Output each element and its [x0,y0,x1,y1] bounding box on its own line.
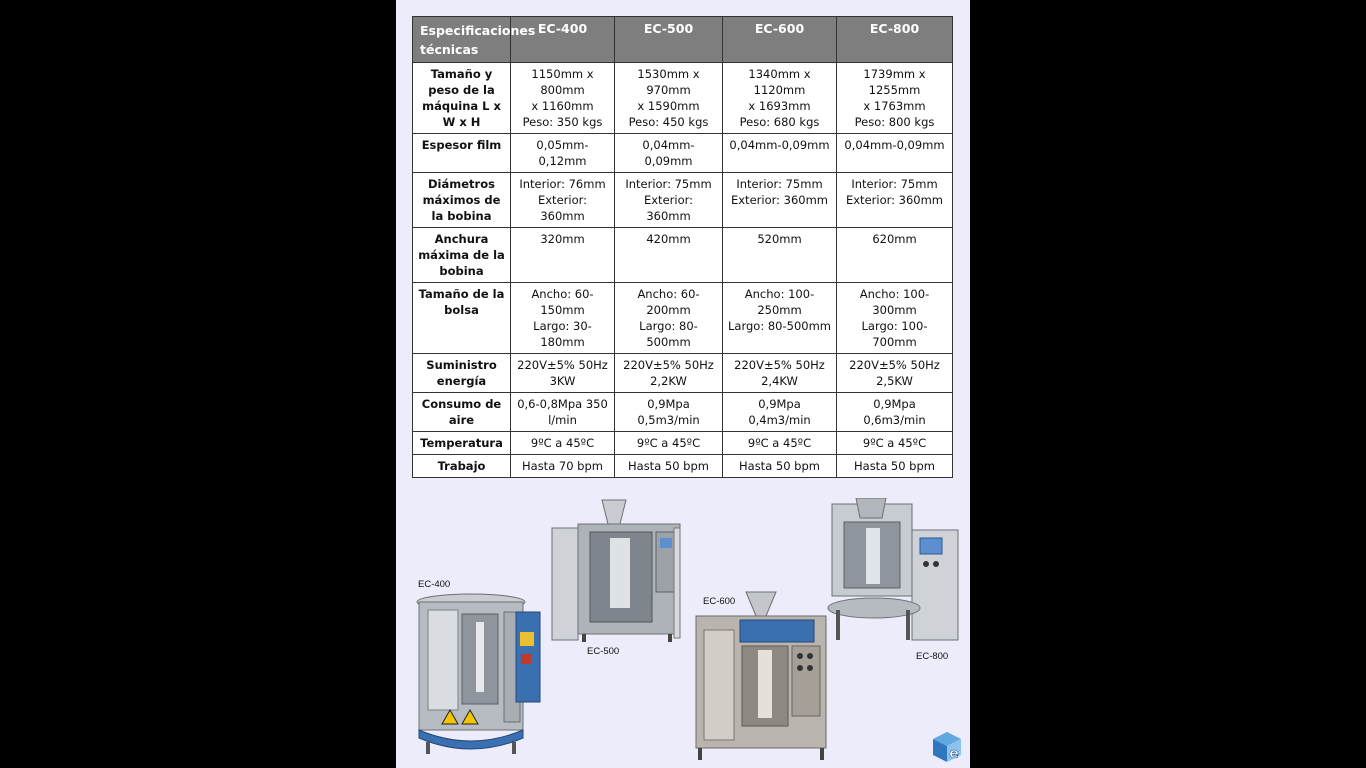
row-label-text: Trabajo [437,459,486,473]
cell-line: 220V±5% 50Hz [849,358,940,372]
ec500-label: EC-500 [587,646,620,657]
cell-line: 0,05mm- [536,138,589,152]
cell-line: Exterior: 360mm [845,193,944,207]
ec600-label: EC-600 [703,596,736,607]
ec800-machine-image [826,498,962,646]
table-cell [615,354,723,393]
cell-line: 9ºC a 45ºC [636,436,701,450]
cell-line: 9ºC a 45ºC [862,436,927,450]
cell-line: Ancho: 100- [859,287,930,301]
row-label-text: Diámetros máximos de la bobina [422,177,501,223]
header-ec400: EC-400 [511,17,615,63]
cell-line: 9ºC a 45ºC [747,436,812,450]
ec600-machine-image [688,590,832,762]
cell-line: 800mm [540,83,585,97]
cell-line: 1340mm x [748,67,811,81]
table-cell [615,228,723,283]
table-cell [511,393,615,432]
table-row [413,63,953,134]
cell-line: x 1160mm [531,99,594,113]
table-cell [615,63,723,134]
cell-line: Ancho: 100- [744,287,815,301]
table-cell [723,393,837,432]
cell-line: x 1693mm [748,99,811,113]
row-label-text: Consumo de aire [421,397,502,427]
table-row [413,228,953,283]
cell-line: 320mm [540,232,585,246]
table-cell [511,228,615,283]
table-cell [837,432,953,455]
cell-line: 0,9Mpa [647,397,690,411]
cell-line: 620mm [872,232,917,246]
table-cell [723,432,837,455]
cell-line: 500mm [646,335,691,349]
row-label [413,173,511,228]
table-cell [837,455,953,478]
table-cell [837,134,953,173]
cell-line: 0,6m3/min [863,413,926,427]
cell-line: Hasta 50 bpm [628,459,709,473]
cell-line: Interior: 75mm [851,177,938,191]
table-row [413,134,953,173]
table-cell [837,228,953,283]
row-label [413,63,511,134]
header-ec600: EC-600 [723,17,837,63]
cell-line: 0,09mm [644,154,693,168]
table-body [413,63,953,478]
cell-line: 3KW [549,374,576,388]
cell-line: Largo: 30- [533,319,592,333]
cell-line: Interior: 76mm [519,177,606,191]
table-row [413,393,953,432]
header-ec800: EC-800 [837,17,953,63]
row-label-text: Espesor film [421,138,502,152]
cell-line: Hasta 70 bpm [522,459,603,473]
table-cell [837,173,953,228]
table-cell [511,63,615,134]
cell-line: l/min [548,413,577,427]
cell-line: 2,2KW [650,374,687,388]
cell-line: Peso: 450 kgs [628,115,709,129]
cell-line: 1120mm [753,83,806,97]
cell-line: 1739mm x [863,67,926,81]
spec-table [412,16,953,478]
row-label [413,393,511,432]
ec800-label: EC-800 [916,651,949,662]
table-cell [615,173,723,228]
row-label-text: Tamaño y peso de la máquina L x W x H [422,67,501,129]
cell-line: Interior: 75mm [736,177,823,191]
cell-line: 360mm [646,209,691,223]
cell-line: 1530mm x [637,67,700,81]
cell-line: 0,04mm-0,09mm [729,138,830,152]
cell-line: 0,5m3/min [637,413,700,427]
slide [396,0,970,768]
cell-line: Hasta 50 bpm [739,459,820,473]
table-cell [511,134,615,173]
cell-line: 150mm [540,303,585,317]
header-spec: Especificaciones técnicas [413,17,511,63]
cube-e-logo-icon [930,730,964,764]
cell-line: 0,04mm-0,09mm [844,138,945,152]
table-cell [511,173,615,228]
ec400-machine-image [416,592,542,760]
table-row [413,354,953,393]
row-label [413,134,511,173]
cell-line: Interior: 75mm [625,177,712,191]
row-label-text: Anchura máxima de la bobina [418,232,505,278]
cell-line: 2,5KW [876,374,913,388]
row-label [413,455,511,478]
cell-line: Hasta 50 bpm [854,459,935,473]
table-cell [723,134,837,173]
cell-line: 520mm [757,232,802,246]
cell-line: Ancho: 60- [637,287,700,301]
cell-line: 0,9Mpa [873,397,916,411]
table-cell [615,134,723,173]
row-label-text: Temperatura [420,436,503,450]
table-cell [723,283,837,354]
cell-line: Peso: 680 kgs [739,115,820,129]
cell-line: 1255mm [868,83,921,97]
row-label-text: Suministro energía [426,358,497,388]
table-cell [837,283,953,354]
ec500-machine-image [550,498,682,644]
table-cell [615,393,723,432]
cell-line: 0,4m3/min [748,413,811,427]
cell-line: Ancho: 60- [531,287,594,301]
cell-line: Exterior: 360mm [730,193,829,207]
table-cell [723,63,837,134]
table-row [413,455,953,478]
table-cell [837,354,953,393]
cell-line: 180mm [540,335,585,349]
table-cell [615,432,723,455]
cell-line: 2,4KW [761,374,798,388]
cell-line: 0,04mm- [642,138,695,152]
table-cell [723,455,837,478]
cell-line: 220V±5% 50Hz [517,358,608,372]
cell-line: 220V±5% 50Hz [623,358,714,372]
table-cell [723,173,837,228]
table-cell [615,283,723,354]
cell-line: 700mm [872,335,917,349]
row-label [413,354,511,393]
table-row [413,283,953,354]
cell-line: 9ºC a 45ºC [530,436,595,450]
cell-line: Exterior: [643,193,693,207]
cell-line: 970mm [646,83,691,97]
cell-line: Largo: 80-500mm [728,319,831,333]
cell-line: 220V±5% 50Hz [734,358,825,372]
row-label [413,432,511,455]
table-cell [837,63,953,134]
cell-line: 0,12mm [538,154,587,168]
cell-line: 0,9Mpa [758,397,801,411]
row-label [413,228,511,283]
cell-line: x 1763mm [863,99,926,113]
cell-line: 250mm [757,303,802,317]
cell-line: Peso: 350 kgs [522,115,603,129]
table-cell [615,455,723,478]
cell-line: Largo: 100- [861,319,928,333]
header-ec500: EC-500 [615,17,723,63]
table-cell [511,354,615,393]
table-header-row [413,17,953,63]
cell-line: 300mm [872,303,917,317]
table-cell [511,283,615,354]
cell-line: Largo: 80- [639,319,698,333]
row-label-text: Tamaño de la bolsa [418,287,505,317]
table-cell [723,228,837,283]
table-row [413,173,953,228]
svg-text:e: e [949,746,959,762]
cell-line: 0,6-0,8Mpa 350 [517,397,608,411]
table-cell [723,354,837,393]
cell-line: 420mm [646,232,691,246]
table-cell [511,455,615,478]
cell-line: 200mm [646,303,691,317]
cell-line: Exterior: [537,193,587,207]
ec400-label: EC-400 [418,579,451,590]
cell-line: x 1590mm [637,99,700,113]
table-cell [837,393,953,432]
row-label [413,283,511,354]
cell-line: 1150mm x [531,67,594,81]
table-row [413,432,953,455]
table-cell [511,432,615,455]
cell-line: Peso: 800 kgs [854,115,935,129]
cell-line: 360mm [540,209,585,223]
